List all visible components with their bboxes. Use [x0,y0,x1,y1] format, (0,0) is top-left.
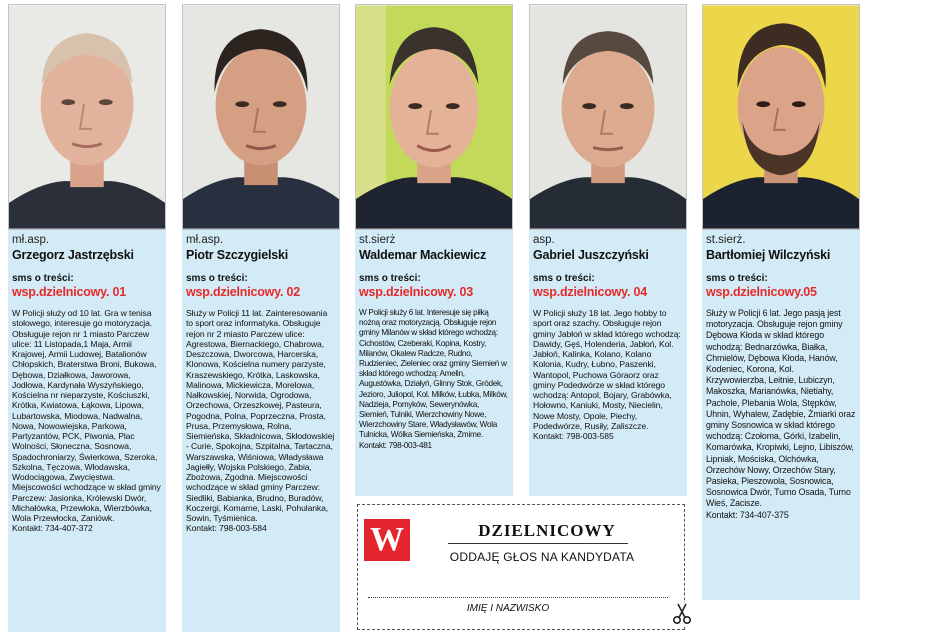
portrait-image [9,5,165,229]
officer-rank: st.sierż [359,234,396,246]
officer-rank: st.sierż. [706,234,746,246]
sms-label: sms o treści: [359,273,421,284]
sms-label: sms o treści: [12,273,74,284]
officer-card-3 [355,4,513,496]
officer-name: Waldemar Mackiewicz [359,248,487,262]
officer-photo [702,4,860,230]
officer-rank: mł.asp. [12,234,50,246]
officer-name: Bartłomiej Wilczyński [706,248,831,262]
sms-code: wsp.dzielnicowy.05 [706,285,817,299]
sms-code: wsp.dzielnicowy. 02 [186,285,301,299]
sms-code: wsp.dzielnicowy. 01 [12,285,127,299]
officer-name: Grzegorz Jastrzębski [12,248,134,262]
portrait-image [183,5,339,229]
officer-bio-text: Służy w Policji 11 lat. Zainteresowania to sport oraz informatyka. Obsługuje rejon nr 2 miasto Parczew ulice: Agrestowa, Biernackiego, Chabrowa, Deszczowa, Dworcowa, Harcerska, Klonowa, Kościelna numery parzyste, Kraszewskiego, Krótka, Laskowska, Malinowa, Mickiewicza, Morelowa, Nałkowskiej, Norwida, Ogrodowa, Orzechowa, Orzeszkowej, Pasteura, Pogodna, Polna, Poprzeczna, Prosta, Prusa, Przemysłowa, Rolna, Siemieńska, Składnicowa, Skłodowskiej - Curie, Spokojna, Szpitalna, Tartaczna, Warszawska, Wiśniowa, Władysława Jagiełły, Wojska Polskiego, Żabia, Zbożowa, Zgodna. Miejscowości wchodzące w skład gminy Parczew: Siedliki, Babianka, Brudno, Buradów, Koczergi, Komarne, Laski, Pohulanka, Sowin, Tyśmienica. [186,308,335,523]
officer-bio-text: W Policji służy 18 lat. Jego hobby to sport oraz szachy. Obsługuje rejon gminy Jabłoń w skład którego wchodzą: Dawidy, Gęś, Holenderia, Jabłoń, Kol. Jabłoń, Kalinka, Kolano, Kolano Kolonia, Kudry, Łubno, Paszenki, Wantopol, Puchowa Góraorz oraz gminy Podedwórze w skład którego wchodzą: Antopol, Bojary, Grabówka, Hołowno, Kaniuki, Mosty, Niecielin, Nowe Mosty, Opole, Piechy, Podedwórze, Rusiły, Zaliszcze. [533,308,681,431]
officer-bio [186,308,336,534]
officer-info [529,230,687,496]
officer-contact: Kontakt: 734-407-375 [706,509,789,520]
officer-photo [8,4,166,230]
sms-label: sms o treści: [706,273,768,284]
portrait-image [356,5,512,229]
title-divider [448,543,628,544]
officer-photo [355,4,513,230]
officer-bio [706,308,856,521]
officer-name: Piotr Szczygielski [186,248,288,262]
officer-card-2 [182,4,340,632]
officer-photo [182,4,340,230]
officer-info [8,230,166,632]
sms-label: sms o treści: [533,273,595,284]
sms-label: sms o treści: [186,273,248,284]
newspaper-logo: W [364,519,410,561]
officer-bio [359,308,509,451]
portrait-image [703,5,859,229]
officer-name: Gabriel Juszczyński [533,248,649,262]
officer-contact: Kontakt: 798-003-585 [533,431,614,441]
officer-card-4 [529,4,687,496]
coupon-subtitle: ODDAJĘ GŁOS NA KANDYDATA [449,550,635,564]
officer-info [182,230,340,632]
name-entry-line[interactable] [368,597,668,598]
sms-code: wsp.dzielnicowy. 04 [533,285,648,299]
officer-info [355,230,513,496]
officer-photo [529,4,687,230]
officer-bio [12,308,162,534]
portrait-image [530,5,686,229]
officer-bio-text: W Policji służy od 10 lat. Gra w tenisa stołowego, interesuje go motoryzacja. Obsługuje rejon nr 1 miasto Parczew ulice: 11 Listopada,1 Maja, Armii Krajowej, Armii Ludowej, Batalionów Chłopskich, Braterstwa Broni, Bukowa, Dębowa, Działkowa, Jaworowa, Jodłowa, Kardynała Wyszyńskiego, Kościelna nr nieparzyste, Kościuszki, Krótka, Kwiatowa, Łąkowa, Lipowa, Lubartowska, Miodowa, Nadwalna, Nowa, Nowowiejska, Parkowa, Partyzantów, PCK, Piwonia, Plac Wolności, Słoneczna, Sosnowa, Spadochroniarzy, Świerkowa, Szeroka, Szkolna, Tęczowa, Włodawska, Wodociągowa, Zwycięstwa. Miejscowości wchodzące w skład gminy Parczew: Jasionka, Królewski Dwór, Michałówka, Przewłoka, Wierzbówka, Wola Przewłocka, Zaniówk. [12,308,161,523]
officer-card-5 [702,4,860,600]
officer-contact: Kontakt: 798-003-481 [359,440,432,450]
coupon-title: DZIELNICOWY [478,521,616,540]
officer-rank: mł.asp. [186,234,224,246]
officer-contact: Kontakt: 734-407-372 [12,523,93,534]
sms-code: wsp.dzielnicowy. 03 [359,285,474,299]
voting-coupon[interactable] [357,504,685,630]
officer-bio [533,308,683,441]
name-entry-label: IMIĘ I NAZWISKO [466,603,550,614]
officer-card-1 [8,4,166,632]
officer-bio-text: W Policji służy 6 lat. Interesuje się piłką nożną oraz motoryzacją. Obsługuje rejon gminy Milanów w skład którego wchodzą: Cichostów, Czeberaki, Kopina, Kostry, Milanów, Okalew Radcze, Rudno, Rudzieniec, Zieleniec oraz gminy Siemień w skład którego wchodzą: Amelin, Augustówka, Działyń, Glinny Stok, Gródek, Jezioro, Juliopol, Kol. Milków, Łubka, Milków, Nadzieja, Pomyków, Sewerynówka, Siemień, Tulniki, Wierzchowiny Nowe, Wierzchowiny Stare, Władysławów, Wola Tulnicka, Wólka Siemieńska, Żmirne. [359,308,508,440]
officer-info [702,230,860,600]
scissors-icon [672,603,692,625]
officer-bio-text: Służy w Policji 6 lat. Jego pasją jest motoryzacja. Obsługuje rejon gminy Dębowa Kłoda w skład którego wchodzą: Bednarzówka, Białka, Chmielów, Dębowa Kłoda, Hanów, Kodeniec, Korona, Kol. Krzywowierzba, Leitnie, Lubiczyn, Makoszka, Marianówka, Nietiahy, Pachole, Plebania Wola, Stępków, Uhnin, Wyhalew, Zadębie, Żmiarki oraz gminy Sosnowica w skład którego wchodzą: Czołoma, Górki, Izabelin, Komarówka, Kropiwki, Lejno, Libiszów, Lipniak, Mościska, Olchówka, Orzechów Nowy, Orzechów Stary, Pasieka, Pieszowola, Sosnowica, Sosnowica Dwór, Turno Osada, Turno Wieś, Zacisze. [706,308,856,509]
officer-contact: Kontakt: 798-003-584 [186,523,267,534]
officer-rank: asp. [533,234,555,246]
